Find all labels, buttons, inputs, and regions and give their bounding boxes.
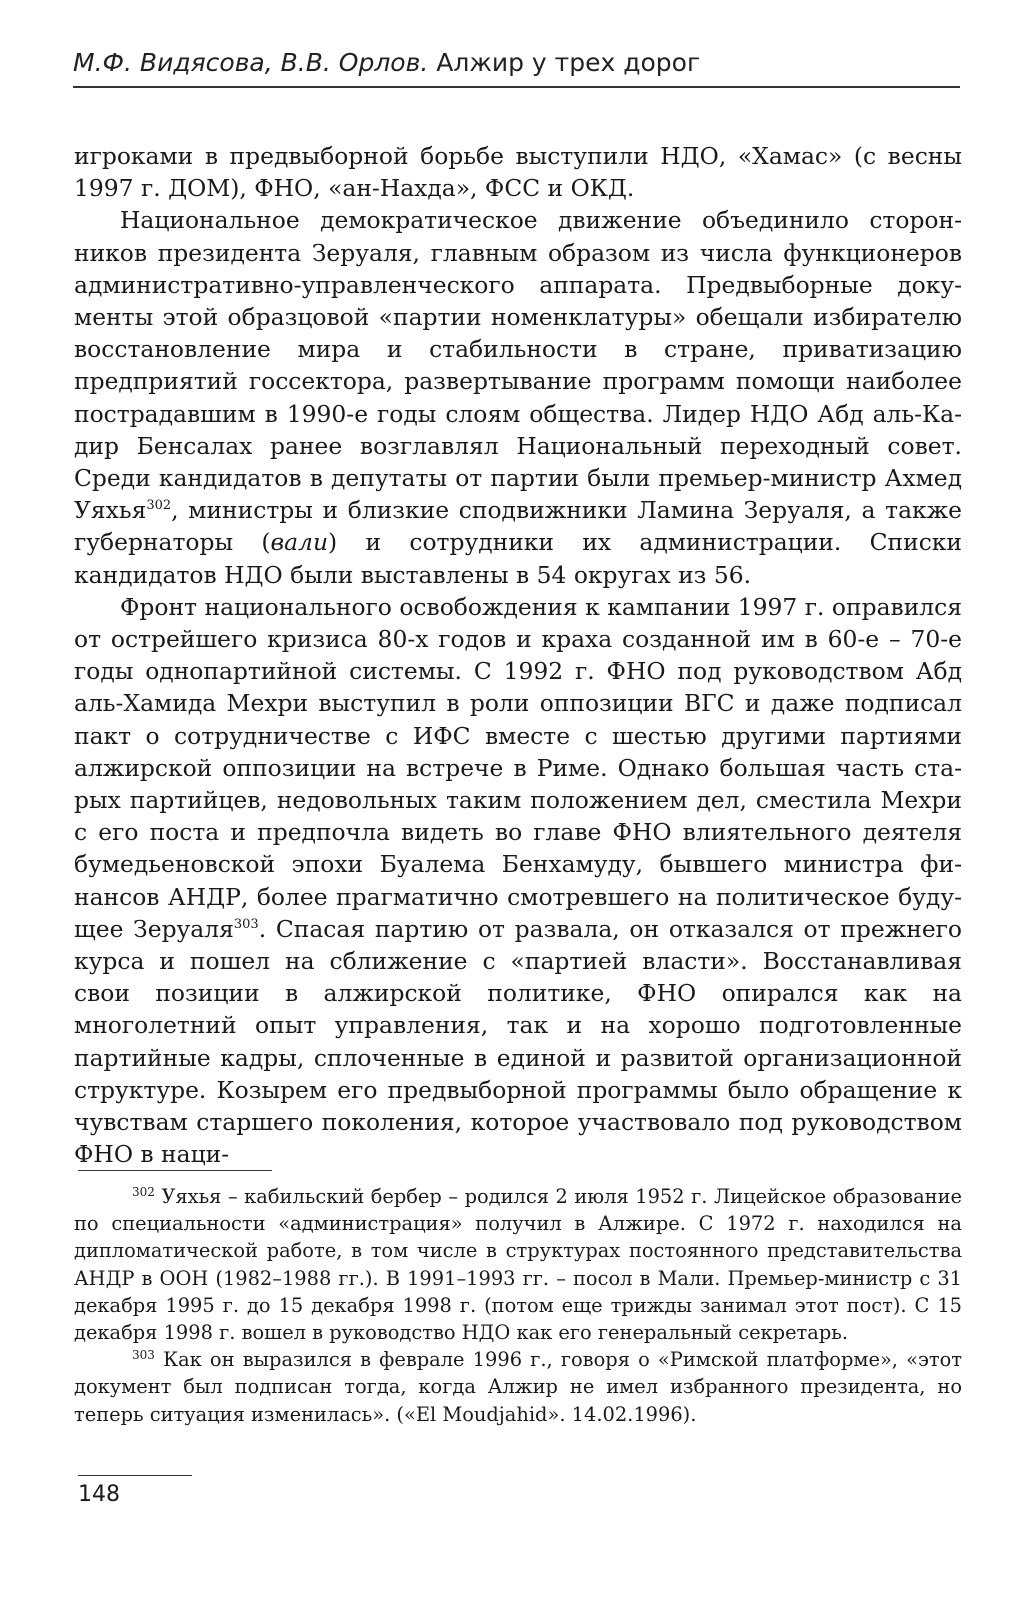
paragraph-2-text-b: , министры и близкие сподвижники Ламина Зеруаля, а также губернаторы (: [74, 496, 962, 557]
footnote-ref-303[interactable]: 303: [233, 916, 259, 932]
paragraph-2-text-c: ) и сотрудники их администрации. Списки кандидатов НДО были выставлены в 54 округах из 56.: [74, 528, 963, 589]
header-rule: [73, 86, 960, 88]
main-text: [74, 140, 962, 1171]
paragraph-3-text-b: . Спасая партию от развала, он отказался от прежнего курса и пошел на сближение с «партией власти». Восстанавливая свои позиции в алжирской политике, ФНО опирался как на многолетний опыт управления, так и на хорошо подготовленные партийные кадры, сплоченные в единой и развитой организационной структуре. Козырем его предвыборной программы было обращение к чувствам старшего поколения, которое участвовало под руководством ФНО в наци-: [74, 914, 962, 1169]
page-number-rule: [78, 1475, 192, 1476]
paragraph-3-text-a: Фронт национального освобождения к кампании 1997 г. оправился от острейшего кризиса 80-х годов и краха созданной им в 60-е – 70-е годы однопартийной системы. С 1992 г. ФНО под руководством Абд аль-Хамида Мехри выступил в роли оппозиции ВГС и даже подписал пакт о сотрудничестве с ИФС вместе с шестью другими партиями алжирской оппозиции на встрече в Риме. Однако большая часть старых партийцев, недовольных таким положением дел, сместила Мехри с его поста и предпочла видеть во главе ФНО влиятельного деятеля бумедьеновской эпохи Буалема Бенхамуду, бывшего министра финансов АНДР, более прагматично смотревшего на политическое будущее Зеруаля: [74, 592, 962, 943]
footnotes: [74, 1183, 962, 1428]
footnote-ref-302[interactable]: 302: [146, 498, 172, 514]
page-number: 148: [78, 1482, 120, 1507]
paragraph-2: [74, 204, 962, 590]
header-authors: М.Ф. Видясова, В.В. Орлов.: [73, 48, 429, 77]
running-header: [73, 46, 965, 80]
footnote-rule: [78, 1170, 272, 1171]
paragraph-3: [74, 591, 962, 1171]
paragraph-2-text-a: Национальное демократическое движение объединило сторонников президента Зеруаля, главным образом из числа функционеров административно-управленческого аппарата. Предвыборные документы этой образцовой «партии номенклатуры» обещали избирателю восстановление мира и стабильности в стране, приватизацию предприятий госсектора, развертывание программ помощи наиболее пострадавшим в 1990-е годы слоям общества. Лидер НДО Абд аль-Кадир Бенсалах ранее возглавлял Национальный переходный совет. Среди кандидатов в депутаты от партии были премьер-министр Ахмед Уяхья: [74, 206, 962, 525]
footnote-number: 303: [132, 1348, 155, 1363]
paragraph-1: игроками в предвыборной борьбе выступили НДО, «Хамас» (с весны 1997 г. ДОМ), ФНО, «ан-Нахда», ФСС и ОКД.: [74, 142, 962, 203]
footnote-302: [74, 1183, 962, 1346]
footnote-text: Уяхья – кабильский бербер – родился 2 июля 1952 г. Лицейское образование по специальности «администрация» получил в Алжире. С 1972 г. находился на дипломатической работе, в том числе в структурах постоянного представительства АНДР в ООН (1982–1988 гг.). В 1991–1993 гг. – посол в Мали. Премьер-министр с 31 декабря 1995 г. до 15 декабря 1998 г. (потом еще трижды занимал этот пост). С 15 декабря 1998 г. вошел в руководство НДО как его генеральный секретарь.: [74, 1185, 962, 1345]
italic-term: вали: [270, 528, 329, 557]
footnote-text: Как он выразился в феврале 1996 г., говоря о «Римской платформе», «этот документ был подписан тогда, когда Алжир не имел избранного президента, но теперь ситуация изменилась». («El Moudjahid». 14.02.1996).: [74, 1348, 962, 1426]
footnote-303: [74, 1346, 962, 1428]
header-title: Алжир у трех дорог: [436, 48, 701, 77]
footnote-number: 302: [132, 1185, 155, 1199]
